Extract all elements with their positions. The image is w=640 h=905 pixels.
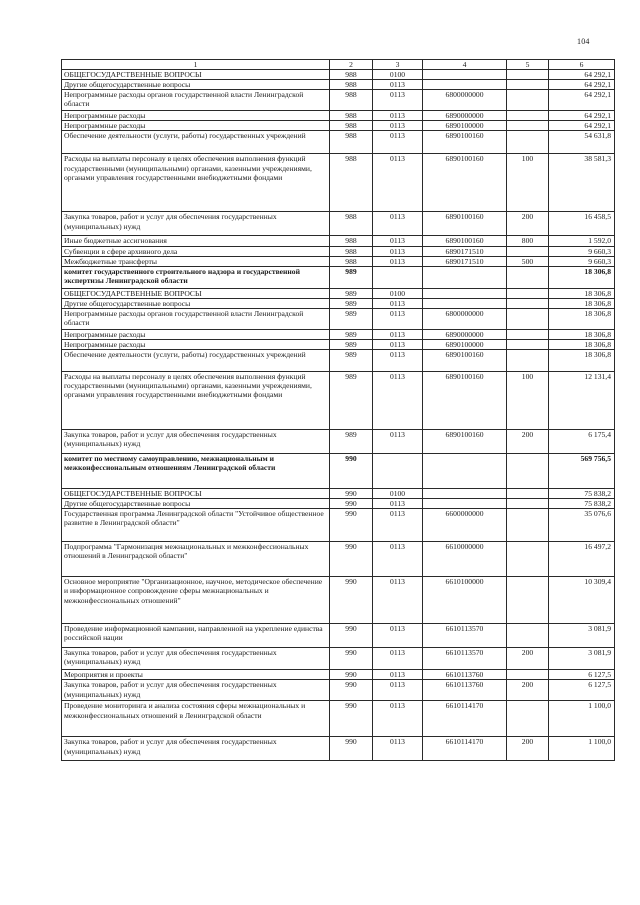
row-name-cell: Межбюджетные трансферты [62,256,330,266]
row-section-cell: 0113 [373,256,423,266]
row-amount-cell: 64 292,1 [549,111,615,121]
row-grbs-cell: 989 [330,288,373,298]
table-row [62,489,615,499]
row-expense-type-cell [507,350,549,372]
row-name-cell: Основное мероприятие "Организационное, научное, методическое обеспечение и информационное сопровождение сферы межнациональных и межконфессиональных отношений" [62,577,330,624]
row-target-item-cell: 6610114170 [423,701,507,737]
table-row [62,509,615,542]
row-grbs-cell: 989 [330,372,373,430]
row-grbs-cell: 989 [330,430,373,454]
row-name-cell: Другие общегосударственные вопросы [62,298,330,308]
row-expense-type-cell: 500 [507,256,549,266]
row-grbs-cell: 989 [330,329,373,339]
row-name-cell: Обеспечение деятельности (услуги, работы) государственных учреждений [62,131,330,154]
table-row [62,298,615,308]
table-row [62,350,615,372]
row-section-cell: 0113 [373,131,423,154]
row-name-cell: Мероприятия и проекты [62,670,330,680]
row-amount-cell: 1 100,0 [549,737,615,761]
row-expense-type-cell: 200 [507,212,549,236]
row-target-item-cell: 6890100160 [423,154,507,212]
row-grbs-cell: 988 [330,70,373,80]
row-target-item-cell: 6890000000 [423,329,507,339]
row-section-cell: 0113 [373,680,423,701]
row-section-cell: 0113 [373,509,423,542]
row-section-cell: 0113 [373,90,423,111]
row-expense-type-cell [507,624,549,648]
row-section-cell: 0113 [373,80,423,90]
row-amount-cell: 18 306,8 [549,266,615,288]
row-name-cell: Расходы на выплаты персоналу в целях обеспечения выполнения функций государственными (муниципальными) органами, казенными учреждениями, органами управления государственными внебюджетными фондами [62,154,330,212]
row-grbs-cell: 990 [330,670,373,680]
row-target-item-cell: 6890100000 [423,340,507,350]
table-header-row [62,60,615,70]
row-section-cell: 0113 [373,670,423,680]
row-expense-type-cell [507,489,549,499]
row-section-cell: 0113 [373,212,423,236]
row-name-cell: Расходы на выплаты персоналу в целях обеспечения выполнения функций государственными (муниципальными) органами, казенными учреждениями, органами управления государственными внебюджетными фондами [62,372,330,430]
row-section-cell: 0113 [373,372,423,430]
row-target-item-cell [423,80,507,90]
row-amount-cell: 10 309,4 [549,577,615,624]
row-name-cell: Другие общегосударственные вопросы [62,80,330,90]
table-row [62,329,615,339]
row-amount-cell: 18 306,8 [549,308,615,329]
row-section-cell: 0113 [373,624,423,648]
row-amount-cell: 18 306,8 [549,329,615,339]
row-name-cell: ОБЩЕГОСУДАРСТВЕННЫЕ ВОПРОСЫ [62,288,330,298]
row-name-cell: Закупка товаров, работ и услуг для обеспечения государственных (муниципальных) нужд [62,212,330,236]
row-section-cell: 0113 [373,542,423,577]
row-name-cell: Закупка товаров, работ и услуг для обеспечения государственных (муниципальных) нужд [62,430,330,454]
row-section-cell: 0113 [373,111,423,121]
row-target-item-cell: 6890100160 [423,350,507,372]
row-expense-type-cell [507,121,549,131]
row-name-cell: Проведение мониторинга и анализа состояния сферы межнациональных и межконфессиональных отношений в Ленинградской области [62,701,330,737]
row-section-cell: 0113 [373,577,423,624]
table-row [62,308,615,329]
column-header-amount: 6 [549,60,615,70]
column-header-expense-type: 5 [507,60,549,70]
row-section-cell: 0113 [373,737,423,761]
row-grbs-cell: 990 [330,509,373,542]
row-amount-cell: 6 127,5 [549,680,615,701]
row-name-cell: Непрограммные расходы органов государственной власти Ленинградской области [62,90,330,111]
row-name-cell: Иные бюджетные ассигнования [62,236,330,246]
row-expense-type-cell [507,131,549,154]
table-row [62,246,615,256]
table-row [62,340,615,350]
table-row [62,121,615,131]
row-section-cell: 0100 [373,489,423,499]
row-grbs-cell: 989 [330,298,373,308]
row-expense-type-cell [507,454,549,489]
row-expense-type-cell [507,266,549,288]
row-expense-type-cell [507,308,549,329]
row-section-cell: 0113 [373,499,423,509]
row-grbs-cell: 990 [330,701,373,737]
row-grbs-cell: 989 [330,266,373,288]
row-amount-cell: 35 076,6 [549,509,615,542]
row-amount-cell: 64 292,1 [549,90,615,111]
row-name-cell: ОБЩЕГОСУДАРСТВЕННЫЕ ВОПРОСЫ [62,70,330,80]
row-target-item-cell: 6610113570 [423,624,507,648]
column-header-target-item: 4 [423,60,507,70]
row-expense-type-cell [507,288,549,298]
row-expense-type-cell: 200 [507,737,549,761]
row-name-cell: Закупка товаров, работ и услуг для обеспечения государственных (муниципальных) нужд [62,680,330,701]
row-expense-type-cell [507,90,549,111]
row-grbs-cell: 988 [330,111,373,121]
row-target-item-cell: 6890171510 [423,256,507,266]
row-target-item-cell: 6610100000 [423,577,507,624]
row-target-item-cell: 6610113570 [423,648,507,670]
row-target-item-cell: 6600000000 [423,509,507,542]
table-row [62,256,615,266]
row-section-cell: 0113 [373,350,423,372]
row-expense-type-cell [507,246,549,256]
row-name-cell: Государственная программа Ленинградской области "Устойчивое общественное развитие в Ленинградской области" [62,509,330,542]
row-amount-cell: 1 592,0 [549,236,615,246]
row-expense-type-cell [507,340,549,350]
row-grbs-cell: 988 [330,80,373,90]
row-expense-type-cell [507,499,549,509]
row-amount-cell: 9 660,3 [549,246,615,256]
row-target-item-cell: 6890100160 [423,372,507,430]
row-section-cell: 0113 [373,246,423,256]
row-amount-cell: 569 756,5 [549,454,615,489]
row-amount-cell: 54 631,8 [549,131,615,154]
column-header-section: 3 [373,60,423,70]
row-expense-type-cell [507,70,549,80]
row-grbs-cell: 990 [330,577,373,624]
row-amount-cell: 18 306,8 [549,288,615,298]
row-amount-cell: 3 081,9 [549,648,615,670]
table-body [62,70,615,761]
row-grbs-cell: 989 [330,350,373,372]
row-grbs-cell: 990 [330,454,373,489]
row-target-item-cell: 6890100160 [423,236,507,246]
row-expense-type-cell [507,329,549,339]
row-name-cell: Непрограммные расходы [62,340,330,350]
table-row [62,737,615,761]
row-section-cell [373,454,423,489]
row-name-cell: комитет по местному самоуправлению, межнациональным и межконфессиональным отношениям Ленинградской области [62,454,330,489]
row-name-cell: Непрограммные расходы [62,329,330,339]
row-expense-type-cell [507,111,549,121]
row-name-cell: Подпрограмма "Гармонизация межнациональных и межконфессиональных отношений в Ленинградской области" [62,542,330,577]
row-grbs-cell: 989 [330,340,373,350]
row-target-item-cell: 6890100160 [423,212,507,236]
row-amount-cell: 6 175,4 [549,430,615,454]
row-grbs-cell: 988 [330,256,373,266]
row-expense-type-cell [507,670,549,680]
row-section-cell: 0113 [373,298,423,308]
row-grbs-cell: 990 [330,489,373,499]
row-grbs-cell: 988 [330,131,373,154]
row-expense-type-cell [507,298,549,308]
row-expense-type-cell: 800 [507,236,549,246]
table-row [62,624,615,648]
row-amount-cell: 18 306,8 [549,350,615,372]
row-amount-cell: 9 660,3 [549,256,615,266]
row-grbs-cell: 990 [330,499,373,509]
row-expense-type-cell: 100 [507,154,549,212]
table-row [62,80,615,90]
row-section-cell: 0113 [373,340,423,350]
row-amount-cell: 3 081,9 [549,624,615,648]
column-header-grbs: 2 [330,60,373,70]
row-amount-cell: 12 131,4 [549,372,615,430]
row-target-item-cell: 6800000000 [423,90,507,111]
table-row [62,430,615,454]
row-target-item-cell: 6890171510 [423,246,507,256]
row-grbs-cell: 988 [330,212,373,236]
row-expense-type-cell [507,80,549,90]
row-target-item-cell [423,298,507,308]
row-target-item-cell [423,266,507,288]
row-target-item-cell: 6890100000 [423,121,507,131]
row-target-item-cell: 6610000000 [423,542,507,577]
row-name-cell: Закупка товаров, работ и услуг для обеспечения государственных (муниципальных) нужд [62,648,330,670]
table-row [62,236,615,246]
row-amount-cell: 64 292,1 [549,121,615,131]
row-name-cell: ОБЩЕГОСУДАРСТВЕННЫЕ ВОПРОСЫ [62,489,330,499]
row-target-item-cell [423,454,507,489]
row-expense-type-cell [507,701,549,737]
row-grbs-cell: 990 [330,737,373,761]
row-target-item-cell: 6890100160 [423,430,507,454]
row-name-cell: Субвенции в сфере архивного дела [62,246,330,256]
row-target-item-cell [423,489,507,499]
row-target-item-cell: 6800000000 [423,308,507,329]
row-name-cell: Непрограммные расходы [62,121,330,131]
row-section-cell: 0100 [373,70,423,80]
row-expense-type-cell [507,577,549,624]
row-amount-cell: 18 306,8 [549,298,615,308]
table-row [62,111,615,121]
row-target-item-cell: 6610113760 [423,680,507,701]
row-expense-type-cell: 200 [507,430,549,454]
row-name-cell: Непрограммные расходы органов государственной власти Ленинградской области [62,308,330,329]
row-section-cell: 0113 [373,329,423,339]
table-row [62,499,615,509]
row-target-item-cell [423,499,507,509]
row-expense-type-cell [507,509,549,542]
row-target-item-cell: 6890000000 [423,111,507,121]
row-expense-type-cell: 100 [507,372,549,430]
row-section-cell: 0113 [373,121,423,131]
table-row [62,266,615,288]
row-section-cell: 0113 [373,236,423,246]
row-amount-cell: 64 292,1 [549,70,615,80]
row-name-cell: Закупка товаров, работ и услуг для обеспечения государственных (муниципальных) нужд [62,737,330,761]
row-amount-cell: 16 497,2 [549,542,615,577]
table-row [62,648,615,670]
row-grbs-cell: 988 [330,236,373,246]
row-section-cell [373,266,423,288]
budget-table [61,59,615,761]
row-grbs-cell: 990 [330,680,373,701]
table-row [62,154,615,212]
row-amount-cell: 75 838,2 [549,489,615,499]
row-section-cell: 0100 [373,288,423,298]
row-section-cell: 0113 [373,308,423,329]
row-amount-cell: 75 838,2 [549,499,615,509]
row-section-cell: 0113 [373,648,423,670]
table-row [62,372,615,430]
table-row [62,670,615,680]
row-grbs-cell: 990 [330,542,373,577]
row-section-cell: 0113 [373,154,423,212]
row-name-cell: комитет государственного строительного надзора и государственной экспертизы Ленинградской области [62,266,330,288]
row-target-item-cell: 6890100160 [423,131,507,154]
column-header-name: 1 [62,60,330,70]
row-expense-type-cell: 200 [507,648,549,670]
page-number: 104 [577,37,590,46]
row-grbs-cell: 988 [330,121,373,131]
row-target-item-cell: 6610114170 [423,737,507,761]
row-amount-cell: 1 100,0 [549,701,615,737]
row-amount-cell: 38 581,3 [549,154,615,212]
table-row [62,288,615,298]
row-grbs-cell: 988 [330,246,373,256]
table-row [62,131,615,154]
row-amount-cell: 16 458,5 [549,212,615,236]
row-amount-cell: 18 306,8 [549,340,615,350]
row-expense-type-cell: 200 [507,680,549,701]
row-name-cell: Непрограммные расходы [62,111,330,121]
row-amount-cell: 64 292,1 [549,80,615,90]
table-row [62,542,615,577]
table-row [62,577,615,624]
table-row [62,454,615,489]
row-name-cell: Проведение информационной кампании, направленной на укрепление единства российской нации [62,624,330,648]
table-row [62,680,615,701]
row-grbs-cell: 988 [330,90,373,111]
row-name-cell: Обеспечение деятельности (услуги, работы) государственных учреждений [62,350,330,372]
table-row [62,70,615,80]
row-grbs-cell: 988 [330,154,373,212]
table-row [62,212,615,236]
row-target-item-cell [423,70,507,80]
row-expense-type-cell [507,542,549,577]
row-grbs-cell: 989 [330,308,373,329]
row-amount-cell: 6 127,5 [549,670,615,680]
row-name-cell: Другие общегосударственные вопросы [62,499,330,509]
table-row [62,90,615,111]
row-grbs-cell: 990 [330,648,373,670]
row-grbs-cell: 990 [330,624,373,648]
row-section-cell: 0113 [373,430,423,454]
row-target-item-cell [423,288,507,298]
row-section-cell: 0113 [373,701,423,737]
table-row [62,701,615,737]
row-target-item-cell: 6610113760 [423,670,507,680]
